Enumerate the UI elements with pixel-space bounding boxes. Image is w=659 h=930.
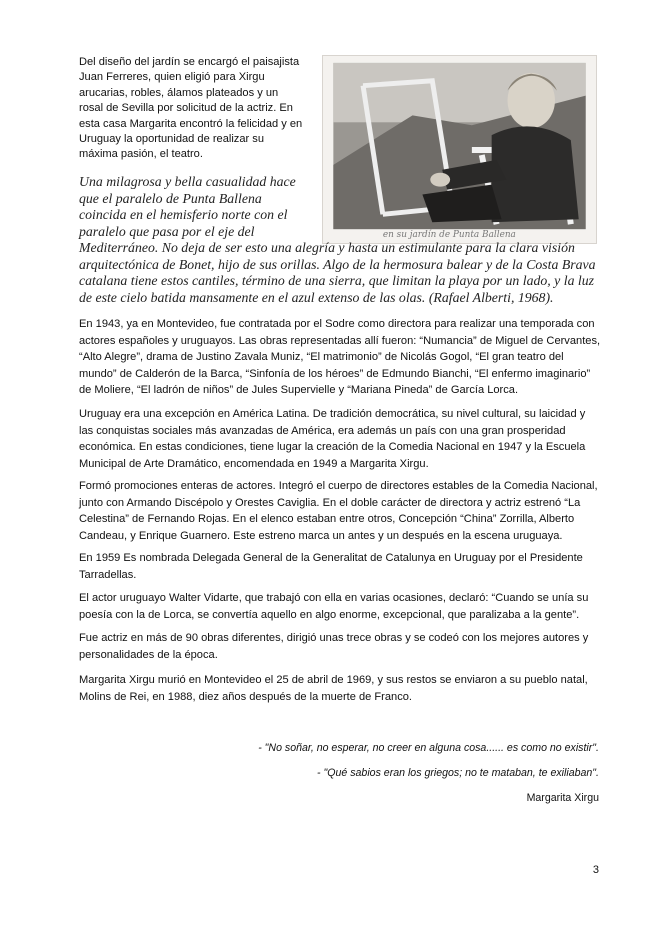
- paragraph-uruguay: Uruguay era una excepción en América Latina. De tradición democrática, su nivel cultural, su laicidad y las conquistas sociales más avanzadas de América, era además un país con una gran prosperidad económica. En estas condiciones, tiene lugar la creación de la Comedia Nacional en 1947 y la Escuela Municipal de Arte Dramático, encomendada en 1949 a Margarita Xirgu.: [79, 408, 586, 470]
- paragraph-promociones: Formó promociones enteras de actores. Integró el cuerpo de directores estables de la Comedia Nacional, junto con Armando Discépolo y Orestes Caviglia. En el doble carácter de directora y actriz estrenó “La Celestina” de Fernando Rojas. En el elenco estaban entre otros, Concepción “China” Zorrilla, Alberto Candeau, y Enrique Guarnero. Este estreno marca un antes y un después en la escena uruguaya.: [79, 480, 598, 542]
- page-number: 3: [592, 864, 599, 876]
- paragraph-1943: En 1943, ya en Montevideo, fue contratada por el Sodre como directora para realizar una temporada con actores españoles y uruguayos. Las obras representadas allí fueron: “Numancia” de Miguel de Cervantes, “Alto Alegre”, drama de Justino Zavala Muniz, “El matrimonio” de Nicolás Gogol, “El gran teatro del mundo” de Calderón de la Barca, “Sinfonía de los héroes” de Edmundo Bianchi, “El enfermo imaginario” de Moliere, “El ladrón de niños” de Jules Supervielle y “Mariana Pineda” de García Lorca.: [79, 318, 601, 397]
- closing-quote-2: - "Qué sabios eran los griegos; no te mataban, te exiliaban".: [317, 767, 599, 779]
- quote-line: que el paralelo de Punta Ballena: [79, 190, 262, 206]
- quote-line: Una milagrosa y bella casualidad hace: [79, 174, 296, 189]
- portrait-photo: [322, 55, 597, 244]
- quote-continuation: Mediterráneo. No deja de ser esto una alegría y hasta un estimulante para la clara visión arquitectónica de Bonet, hijo de sus orillas. Algo de la hermosura balear y de la Costa Brava catalana tiene estos cantiles, término de una sierra, que limitan la playa por un lado, y la luz de este cielo batida mansamente en el azul extenso de las olas. (Rafael Alberti, 1968).: [79, 240, 596, 305]
- quote-line: coincida en el hemisferio norte con el: [79, 207, 288, 222]
- signature: Margarita Xirgu: [526, 792, 599, 804]
- paragraph-muerte: Margarita Xirgu murió en Montevideo el 25 de abril de 1969, y sus restos se enviaron a su pueblo natal, Molins de Rei, en 1988, diez años después de la muerte de Franco.: [79, 674, 588, 703]
- paragraph-vidarte: El actor uruguayo Walter Vidarte, que trabajó con ella en varias ocasiones, declaró: “Cuando se unía su poesía con la de Lorca, se convertía aquello en algo enorme, excepcional, que paralizaba a la gente”.: [79, 592, 589, 621]
- quote-line: paralelo que pasa por el eje del: [79, 223, 255, 239]
- photo-caption: en su jardín de Punta Ballena: [382, 230, 516, 241]
- photo-portrait-icon: [323, 56, 596, 243]
- closing-quote-1: - "No soñar, no esperar, no creer en alguna cosa...... es como no existir".: [258, 742, 599, 754]
- paragraph-1959: En 1959 Es nombrada Delegada General de la Generalitat de Catalunya en Uruguay por el Presidente Tarradellas.: [79, 552, 583, 581]
- intro-paragraph: Del diseño del jardín se encargó el paisajista Juan Ferreres, quien eligió para Xirgu arucarias, robles, álamos plateados y un rosal de Sevilla por solicitud de la actriz. En esta casa Margarita encontró la felicidad y en Uruguay la oportunidad de realizar su máxima pasión, el teatro.: [79, 56, 303, 161]
- quote-narrow-block: [79, 174, 314, 240]
- paragraph-obras: Fue actriz en más de 90 obras diferentes, dirigió unas trece obras y se codeó con los mejores autores y personalidades de la época.: [79, 632, 589, 661]
